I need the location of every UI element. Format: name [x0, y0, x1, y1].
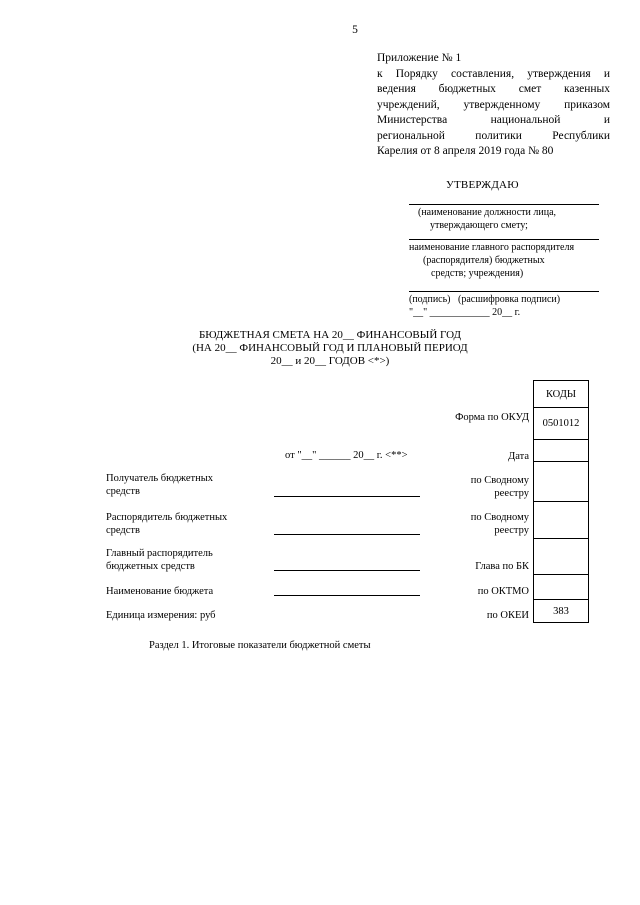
code-registry-1 [534, 462, 589, 502]
codes-header: КОДЫ [534, 381, 589, 408]
code-bk-chapter [534, 539, 589, 575]
label-budget-name: Наименование бюджета [106, 586, 214, 597]
appendix-line: Приложение № 1 [377, 52, 462, 64]
label-unit: Единица измерения: руб [106, 610, 216, 621]
label-date: Дата [508, 451, 529, 462]
fill-line [274, 496, 420, 497]
approval-date: "__" ____________ 20__ г. [409, 307, 521, 318]
appendix-line: региональной политики Республики [377, 129, 610, 142]
label-okud: Форма по ОКУД [455, 412, 529, 423]
manager-caption: наименование главного распорядителя [409, 242, 575, 253]
appendix-reference [377, 51, 610, 160]
code-okei: 383 [534, 600, 589, 623]
manager-caption: средств; учреждения) [431, 268, 524, 279]
page-number: 5 [352, 24, 358, 36]
appendix-line: учреждений, утвержденному приказом [377, 98, 610, 111]
appendix-line: Министерства национальной и [377, 114, 610, 126]
label-registry: по Сводному реестру [470, 512, 529, 536]
signature-line [409, 204, 599, 205]
code-registry-2 [534, 502, 589, 539]
title-line: (НА 20__ ФИНАНСОВЫЙ ГОД И ПЛАНОВЫЙ ПЕРИОД [192, 342, 468, 354]
fill-line [274, 570, 420, 571]
appendix-line: к Порядку составления, утверждения и [377, 67, 610, 80]
signature-line [409, 239, 599, 240]
signature-caption: (подпись) (расшифровка подписи) [409, 294, 561, 305]
label-oktmo: по ОКТМО [477, 586, 529, 597]
signature-line [409, 291, 599, 292]
fill-line [274, 534, 420, 535]
label-manager: Распорядитель бюджетных средств [106, 512, 228, 536]
label-chief-manager: Главный распорядитель бюджетных средств [106, 548, 213, 572]
codes-table [533, 380, 589, 623]
label-registry: по Сводному реестру [470, 475, 529, 499]
label-bk-chapter: Глава по БК [475, 561, 529, 572]
code-okud: 0501012 [534, 408, 589, 440]
document-title [160, 329, 500, 368]
position-caption: утверждающего смету; [430, 220, 528, 231]
appendix-line: Карелия от 8 апреля 2019 года № 80 [377, 145, 554, 157]
code-date [534, 440, 589, 462]
label-recipient: Получатель бюджетных средств [106, 473, 214, 497]
position-caption: (наименование должности лица, [418, 207, 557, 218]
section-title: Раздел 1. Итоговые показатели бюджетной сметы [149, 640, 371, 651]
appendix-line: ведения бюджетных смет казенных [377, 83, 610, 95]
approval-title: УТВЕРЖДАЮ [446, 179, 519, 191]
code-oktmo [534, 575, 589, 600]
title-line: 20__ и 20__ ГОДОВ <*>) [270, 355, 390, 367]
manager-caption: (распорядителя) бюджетных [423, 255, 545, 266]
date-from: от "__" ______ 20__ г. <**> [285, 450, 408, 461]
label-okei: по ОКЕИ [486, 610, 529, 621]
title-line: БЮДЖЕТНАЯ СМЕТА НА 20__ ФИНАНСОВЫЙ ГОД [198, 329, 461, 341]
fill-line [274, 595, 420, 596]
